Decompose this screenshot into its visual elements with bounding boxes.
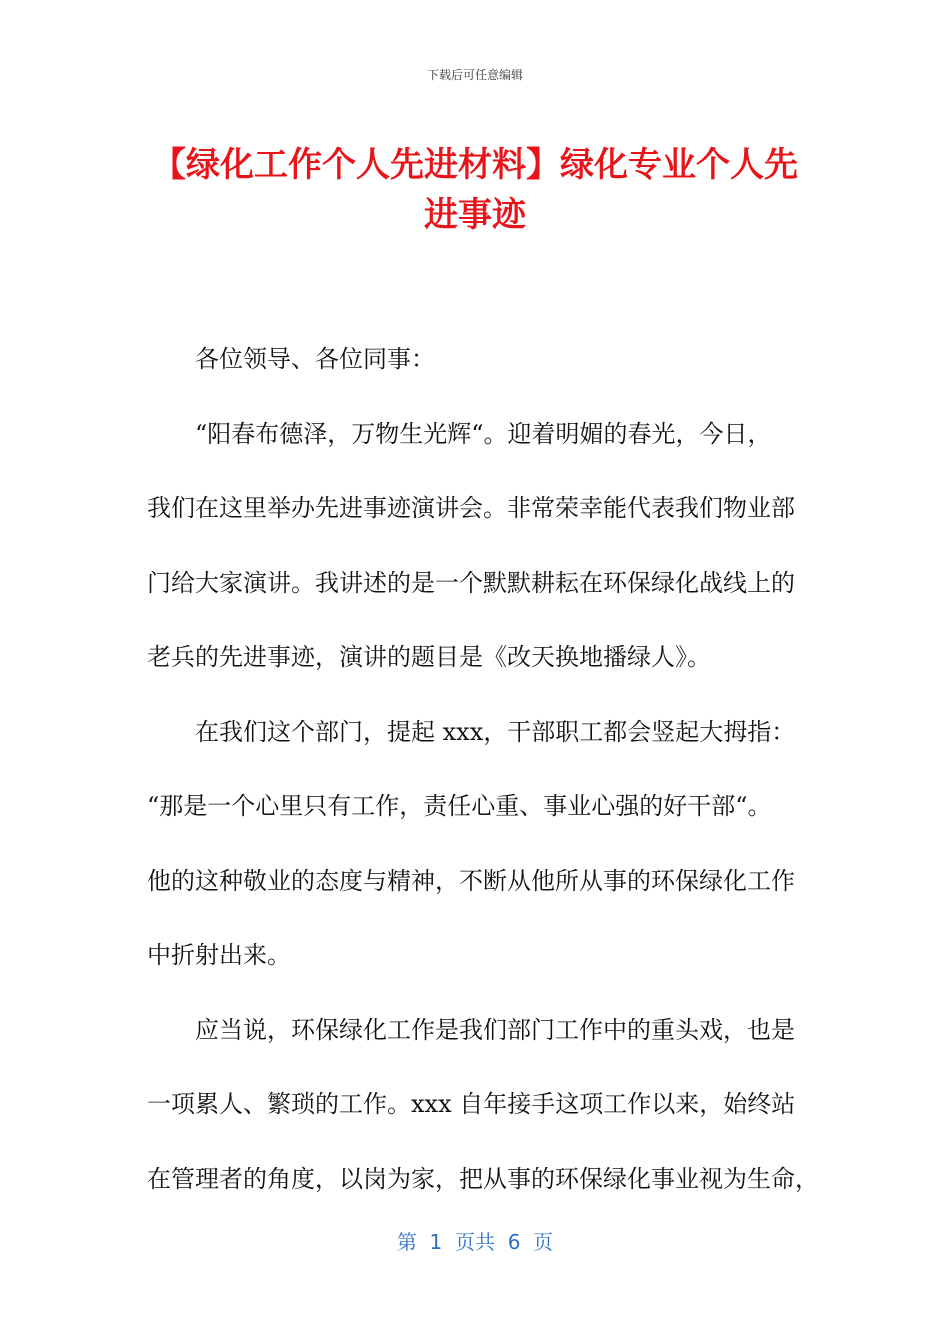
body-line: “阳春布德泽，万物生光辉“。迎着明媚的春光，今日， [195,419,772,448]
body-line-salutation: 各位领导、各位同事： [195,345,435,373]
document-title [140,140,810,240]
body-line: 他的这种敬业的态度与精神，不断从他所从事的环保绿化工作 [147,866,795,895]
page-footer: 第 1 页共 6 页 [396,1230,554,1254]
body-line: 应当说，环保绿化工作是我们部门工作中的重头戏，也是 [195,1015,795,1044]
header-note: 下载后可任意编辑 [426,68,523,82]
body-line: “那是一个心里只有工作，责任心重、事业心强的好干部“。 [147,792,772,820]
body-line: 在我们这个部门，提起 xxx，干部职工都会竖起大拇指： [195,717,796,746]
body-line: 我们在这里举办先进事迹演讲会。非常荣幸能代表我们物业部 [147,494,795,522]
body-line: 一项累人、繁琐的工作。xxx 自年接手这项工作以来，始终站 [147,1090,796,1118]
body-line: 中折射出来。 [147,941,291,969]
title-line-1: 【绿化工作个人先进材料】绿化专业个人先 [152,145,798,185]
body-line: 在管理者的角度，以岗为家，把从事的环保绿化事业视为生命， [147,1164,819,1193]
body-line: 老兵的先进事迹，演讲的题目是《改天换地播绿人》。 [147,643,711,671]
document-body [147,322,819,1216]
title-line-2: 进事迹 [424,195,526,235]
body-line: 门给大家演讲。我讲述的是一个默默耕耘在环保绿化战线上的 [147,568,795,597]
